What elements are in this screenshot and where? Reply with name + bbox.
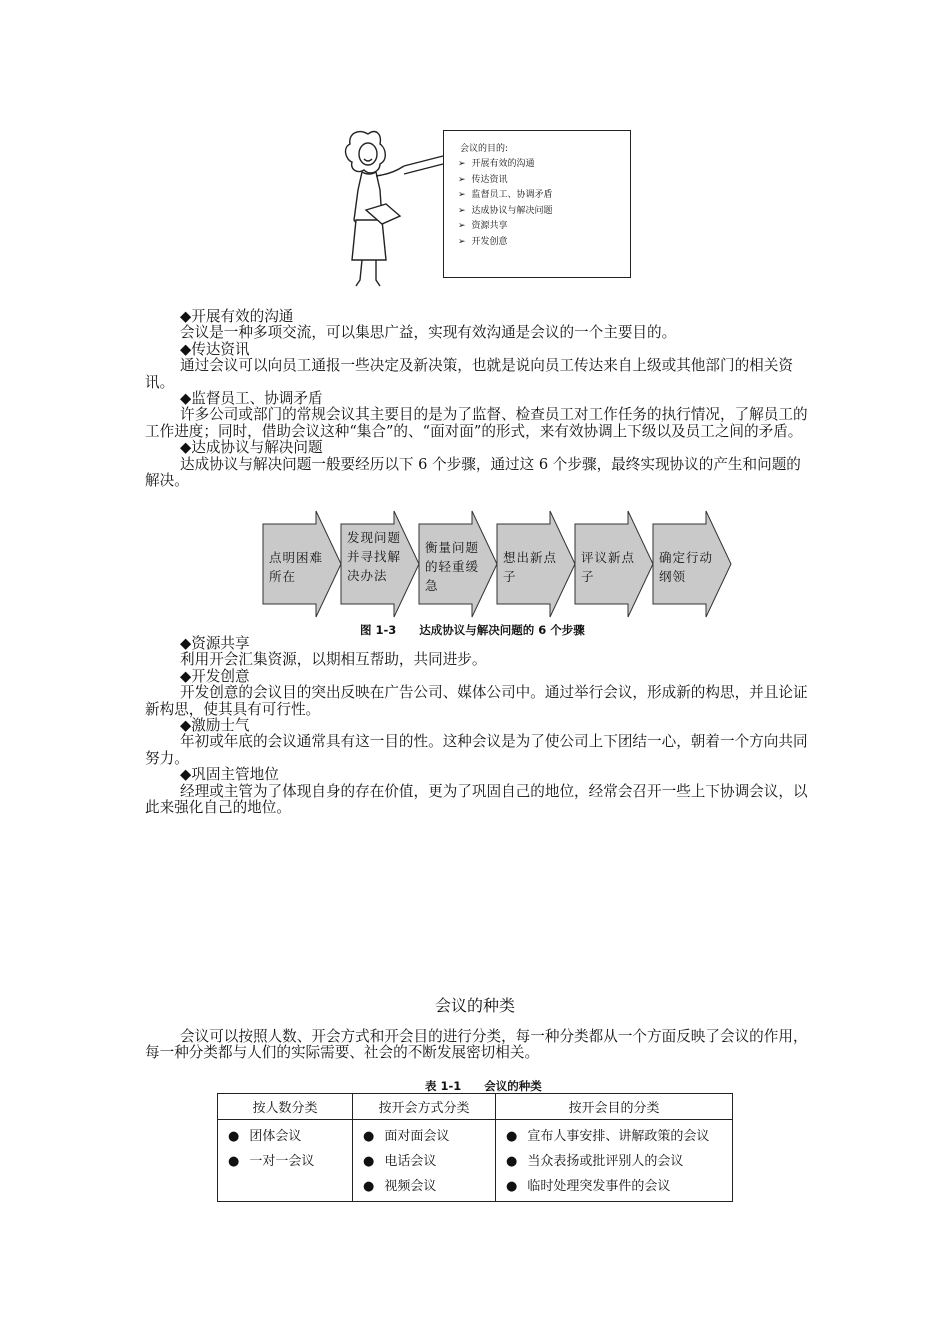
flow-step: [496, 510, 576, 618]
six-steps-flowchart: [262, 510, 732, 620]
table-cell: [496, 1120, 733, 1202]
table-item: ● 团体会议: [228, 1124, 352, 1149]
purpose-paragraph: 许多公司或部门的常规会议其主要目的是为了监督、检查员工对工作任务的执行情况，了解员工的工作进度；同时，借助会议这种“集合”的、“面对面”的形式，来有效协调上下级以及员工之间的矛盾。: [145, 406, 808, 440]
table-header: 按开会方式分类: [353, 1094, 496, 1120]
flow-step: [574, 510, 654, 618]
purpose-paragraph: 达成协议与解决问题一般要经历以下 6 个步骤，通过这 6 个步骤，最终实现协议的产生和问题的解决。: [145, 455, 801, 490]
bubble-item: ➢ 资源共享: [458, 219, 630, 235]
table-caption: 表 1-1 会议的种类: [425, 1079, 542, 1093]
section-title: 会议的种类: [434, 996, 515, 1015]
section-intro-block: [145, 1029, 810, 1062]
table-item: ● 面对面会议: [363, 1124, 495, 1149]
bubble-item: ➢ 开发创意: [458, 235, 630, 251]
purpose-heading: ◆资源共享: [180, 635, 250, 652]
purposes-text-1: [145, 309, 810, 489]
bubble-item: ➢ 达成协议与解决问题: [458, 204, 630, 220]
table-item: ● 视频会议: [363, 1174, 495, 1199]
flow-step-label: 想出新点子: [503, 550, 558, 584]
purposes-text-2: [145, 636, 810, 816]
bubble-item: ➢ 传达资讯: [458, 173, 630, 189]
purpose-paragraph: 经理或主管为了体现自身的存在价值，更为了巩固自己的地位，经常会召开一些上下协调会议，以此来强化自己的地位。: [145, 782, 808, 817]
table-item: ● 宣布人事安排、讲解政策的会议: [506, 1124, 732, 1149]
meeting-types-table: [217, 1093, 733, 1202]
table-cell: [218, 1120, 353, 1202]
speech-bubble: [443, 130, 631, 278]
table-header-row: [218, 1094, 733, 1120]
flow-step: [418, 510, 498, 618]
bubble-title: 会议的目的:: [460, 144, 509, 154]
figure-caption: 图 1-3 达成协议与解决问题的 6 个步骤: [360, 623, 585, 637]
flow-step-label: 发现问题并寻找解决办法: [347, 530, 402, 583]
bubble-list: [444, 157, 630, 250]
purpose-heading: ◆达成协议与解决问题: [180, 439, 323, 457]
flow-step-label: 评议新点子: [581, 550, 636, 584]
flow-step: [652, 510, 732, 618]
purpose-heading: ◆开发创意: [180, 667, 250, 685]
table-item: ● 一对一会议: [228, 1149, 352, 1174]
flow-step: [340, 510, 420, 618]
table-cell: [353, 1120, 496, 1202]
purpose-heading: ◆巩固主管地位: [180, 766, 279, 784]
purpose-paragraph: 年初或年底的会议通常具有这一目的性。这种会议是为了使公司上下团结一心，朝着一个方向共同努力。: [145, 733, 808, 767]
flow-step-label: 点明困难所在: [269, 550, 324, 584]
purpose-paragraph: 开发创意的会议目的突出反映在广告公司、媒体公司中。通过举行会议，形成新的构思，并且论证新构思，使其具有可行性。: [145, 684, 808, 718]
table-row: [218, 1120, 733, 1202]
purpose-paragraph: 利用开会汇集资源，以期相互帮助，共同进步。: [180, 651, 487, 669]
purpose-heading: ◆监督员工、协调矛盾: [180, 390, 323, 408]
table-header: 按人数分类: [218, 1094, 353, 1120]
table-item: ● 临时处理突发事件的会议: [506, 1174, 732, 1199]
table-item: ● 当众表扬或批评别人的会议: [506, 1149, 732, 1174]
section-intro: 会议可以按照人数、开会方式和开会目的进行分类，每一种分类都从一个方面反映了会议的作用，每一种分类都与人们的实际需要、社会的不断发展密切相关。: [145, 1028, 808, 1062]
purpose-paragraph: 会议是一种多项交流，可以集思广益，实现有效沟通是会议的一个主要目的。: [180, 324, 677, 342]
purpose-heading: ◆激励士气: [180, 717, 250, 735]
bubble-item: ➢ 监督员工、协调矛盾: [458, 188, 630, 204]
flow-step-label: 衡量问题的轻重缓急: [425, 540, 480, 593]
table-item: ● 电话会议: [363, 1149, 495, 1174]
bubble-item: ➢ 开展有效的沟通: [458, 157, 630, 173]
flow-step: [262, 510, 342, 618]
purpose-heading: ◆开展有效的沟通: [180, 308, 294, 325]
table-header: 按开会目的分类: [496, 1094, 733, 1120]
purpose-heading: ◆传达资讯: [180, 340, 250, 358]
flow-step-label: 确定行动纲领: [659, 550, 714, 584]
purpose-paragraph: 通过会议可以向员工通报一些决定及新决策，也就是说向员工传达来自上级或其他部门的相关资讯。: [145, 357, 793, 391]
